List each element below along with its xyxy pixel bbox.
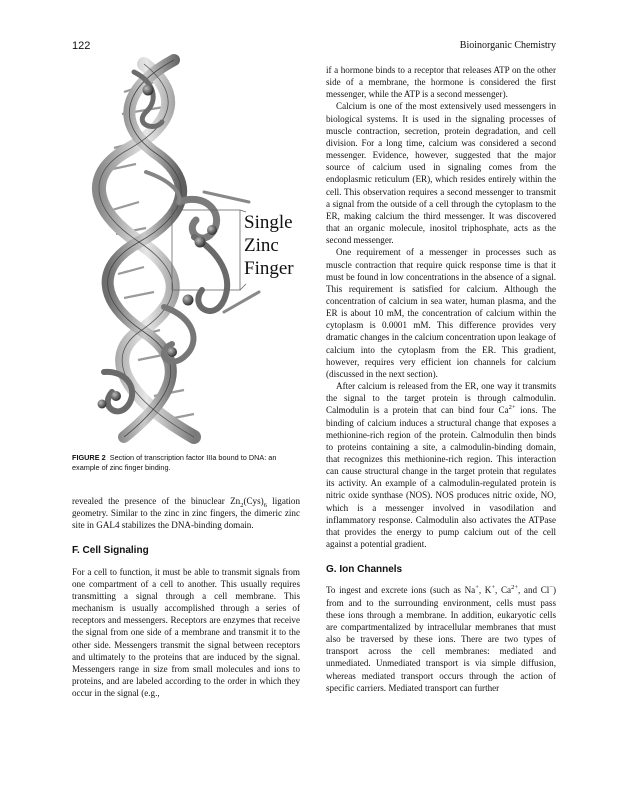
caption-text: Section of transcription factor IIIa bound to DNA: an example of zinc finger binding. [72, 453, 277, 472]
right-para-2: Calcium is one of the most extensively used messengers in biological systems. It is used in the signaling processes of muscle contraction, secretion, protein degradation, and cell division. For a long time, calcium was considered a second messenger. Evidence, however, suggested that the major source of calcium used in signaling comes from the endoplasmic reticulum (ER), which resides entirely within the cell. This observation requires a second messenger to transmit a signal from the outside of a cell through the cytoplasm to the ER, making calcium the third messenger. It was discovered that an organic molecule, inositol triphosphate, acts as the second messenger. [326, 101, 556, 246]
zinc-label-line-2: Zinc [244, 235, 279, 256]
right-column [326, 64, 556, 694]
right-para-5: To ingest and excrete ions (such as Na+, K+, $Ca^{2+}$, and Cl−) from and to the surrounding environment, cells must pass these ions through a membrane. In addition, eukaryotic cells are compartmentalized by intracellular membranes that must also be traversed by these ions. There are two types of transport across the cell membranes: mediated and unmediated. Unmediated transport is via simple diffusion, whereas mediated transport occurs through the action of specific carriers. Mediated transport can further [326, 584, 556, 693]
running-title: Bioinorganic Chemistry [459, 40, 556, 51]
section-heading-ion-channels: G. Ion Channels [326, 564, 403, 576]
zinc-label-line-1: Single [244, 212, 293, 233]
zinc-finger-dna-figure [84, 52, 312, 446]
right-para-3: One requirement of a messenger in processes such as muscle contraction that require quick response time is that it must be found in low concentrations in the absence of a signal. This requirement is satisfied for calcium. Although the concentration of calcium in sea water, human plasma, and the ER is about 10 mM, the concentration of calcium within the cytoplasm is 0.0001 mM. This difference provides very dramatic changes in the calcium concentration upon leakage of calcium into the cytoplasm from the ER. This gradient, however, requires very efficient ion channels for calcium (discussed in the next section). [326, 247, 556, 379]
right-para-4: After calcium is released from the ER, one way it transmits the signal to the target protein is through calmodulin. Calmodulin is a protein that can bind four $Ca^{2+}$ ions. The binding of calcium induces a structural change that exposes a methionine-rich region of the protein. Calmodulin then binds to proteins containing a site, a calmodulin-binding domain, that recognizes this methionine-rich region. This interaction can cause structural change in the target protein that regulates its activity. An example of a calmodulin-regulated protein is nitric oxide synthase (NOS). NOS produces nitric oxide, NO, which is a messenger involved in vasodilation and inflammatory response. Calmodulin also activates the ATPase that provides the energy to pump calcium out of the cell against a potential gradient. [326, 381, 557, 550]
zinc-label-line-3: Finger [244, 258, 294, 279]
left-column [72, 495, 300, 699]
left-para-1: revealed the presence of the binuclear $Zn_2(Cys)_6$ ligation geometry. Similar to the zinc in zinc fingers, the dimeric zinc site in GAL4 stabilizes the DNA-binding domain. [72, 496, 300, 531]
figure-caption [72, 453, 306, 473]
dna-strand-a [99, 64, 194, 437]
caption-label: FIGURE 2 [72, 453, 106, 462]
section-heading-cell-signaling: F. Cell Signaling [72, 545, 149, 557]
zinc-finger-highlight-box [172, 210, 240, 290]
right-para-1: if a hormone binds to a receptor that releases ATP on the other side of a membrane, the hormone is considered the first messenger, while the ATP is a second messenger). [326, 65, 556, 100]
left-para-2: For a cell to function, it must be able to transmit signals from one compartment of a cell to another. This usually requires transmitting a signal through a cell membrane. This mechanism is usually accomplished through a series of receptors and messengers. Receptors are enzymes that receive the signal from one side of a membrane and transmit it to the other side. Messengers transmit the signal between receptors and ultimately to the proteins that are induced by the signal. Messengers range in size from small molecules and ions to proteins, and are labeled according to the order in which they occur in the signal (e.g., [72, 566, 300, 699]
page-number: 122 [72, 40, 91, 52]
